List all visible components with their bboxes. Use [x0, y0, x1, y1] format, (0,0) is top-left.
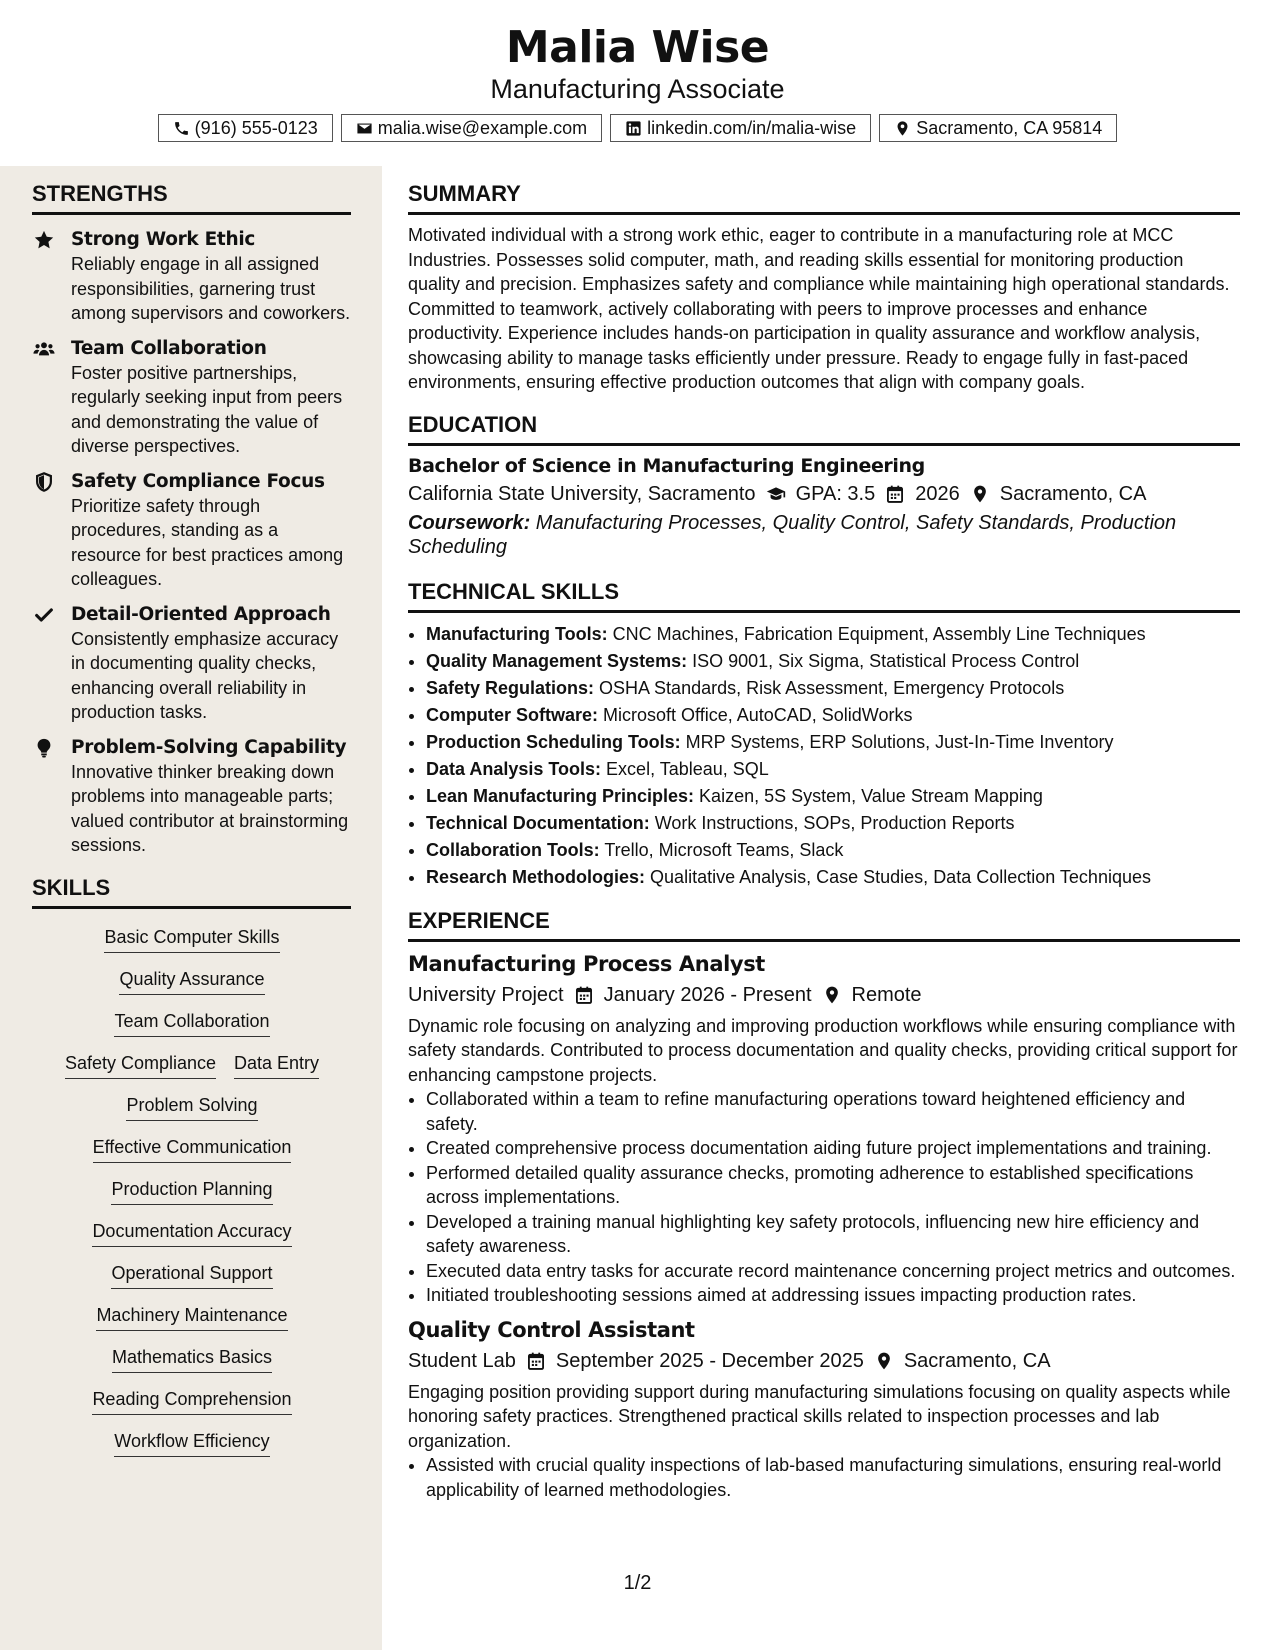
technical-skill-value: Microsoft Office, AutoCAD, SolidWorks [598, 704, 913, 725]
technical-skill-item [426, 756, 1240, 783]
job-title: Quality Control Assistant [408, 1317, 695, 1342]
technical-skill-label: Production Scheduling Tools: [426, 731, 681, 752]
gpa: GPA: 3.5 [795, 482, 876, 505]
job-bullet: • Collaborated within a team to refine manufacturing operations toward heightened efficiency and safety. [426, 1087, 1240, 1136]
job-bullet: • Developed a training manual highlighting key safety protocols, influencing new hire efficiency and safety awareness. [426, 1210, 1240, 1259]
lightbulb-icon [32, 737, 56, 759]
contact-location[interactable] [879, 114, 1117, 142]
job-org: University Project [408, 983, 564, 1006]
technical-skill-value: OSHA Standards, Risk Assessment, Emergency Protocols [594, 677, 1065, 698]
linkedin-text: linkedin.com/in/malia-wise [647, 117, 857, 138]
strength-desc: Innovative thinker breaking down problems into manageable parts; valued contributor at brainstorming sessions. [71, 761, 349, 855]
technical-skill-value: ISO 9001, Six Sigma, Statistical Process Control [687, 650, 1080, 671]
technical-skill-value: Qualitative Analysis, Case Studies, Data Collection Techniques [645, 866, 1151, 887]
skills-list [32, 917, 352, 1457]
technical-skill-item [426, 864, 1240, 891]
technical-skill-item [426, 621, 1240, 648]
shield-icon [32, 471, 56, 493]
map-pin-icon [822, 985, 842, 1005]
coursework [408, 511, 1240, 560]
job-bullets [408, 1087, 1240, 1308]
technical-skill-value: Work Instructions, SOPs, Production Reports [649, 812, 1015, 833]
check-icon [32, 604, 56, 626]
job-entry [408, 1316, 1240, 1503]
technical-skill-value: Kaizen, 5S System, Value Stream Mapping [694, 785, 1043, 806]
envelope-icon [356, 120, 373, 137]
strength-desc: Foster positive partnerships, regularly seeking input from peers and demonstrating the value of diverse perspectives. [71, 362, 343, 456]
job-bullet: • Initiated troubleshooting sessions aimed at addressing issues impacting production rates. [426, 1283, 1240, 1308]
technical-skill-item [426, 810, 1240, 837]
strength-title: Problem-Solving Capability [71, 736, 347, 758]
skill-tag: Effective Communication [93, 1135, 292, 1163]
skill-tag: Workflow Efficiency [114, 1429, 269, 1457]
users-icon [32, 338, 56, 360]
strength-item [32, 602, 352, 725]
contact-bar [0, 114, 1275, 142]
skill-tag: Mathematics Basics [112, 1345, 272, 1373]
jobs-list [408, 950, 1240, 1503]
skill-tag: Basic Computer Skills [104, 925, 279, 953]
job-org: Student Lab [408, 1349, 516, 1372]
technical-skill-label: Safety Regulations: [426, 677, 595, 698]
strength-title: Safety Compliance Focus [71, 470, 325, 492]
skills-row [32, 1387, 352, 1415]
job-description: Dynamic role focusing on analyzing and improving production workflows while ensuring compliance with safety standards. Contributed to process documentation and quality checks, providing critical support for enhancing campstone projects. [408, 1015, 1238, 1085]
strength-title: Strong Work Ethic [71, 229, 256, 250]
education-heading: EDUCATION [408, 397, 1240, 446]
job-bullet: • Created comprehensive process documentation aiding future project implementations and training. [426, 1136, 1240, 1161]
skills-row [32, 1135, 352, 1163]
resume-header [0, 0, 1275, 166]
job-title: Manufacturing Process Analyst [408, 951, 765, 976]
coursework-label: Coursework: [408, 511, 531, 534]
job-bullet: • Performed detailed quality assurance checks, promoting adherence to established specifications across implementations. [426, 1161, 1240, 1210]
summary-heading: SUMMARY [408, 166, 1240, 215]
contact-phone[interactable] [158, 114, 333, 142]
skills-row [32, 1177, 352, 1205]
map-pin-icon [874, 1351, 894, 1371]
phone-icon [173, 120, 190, 137]
graduation-cap-icon [766, 484, 786, 504]
candidate-name: Malia Wise [505, 22, 770, 73]
technical-skill-label: Computer Software: [426, 704, 599, 725]
phone-text: (916) 555-0123 [194, 117, 318, 138]
strength-item [32, 227, 352, 326]
candidate-title: Manufacturing Associate [490, 74, 785, 104]
strength-desc: Consistently emphasize accuracy in documenting quality checks, enhancing overall reliability in production tasks. [71, 628, 339, 722]
job-bullet: • Executed data entry tasks for accurate record maintenance concerning project metrics and outcomes. [426, 1259, 1240, 1284]
technical-skill-value: Trello, Microsoft Teams, Slack [599, 839, 844, 860]
skills-row [32, 1261, 352, 1289]
school-location: Sacramento, CA [999, 482, 1147, 505]
technical-skill-item [426, 675, 1240, 702]
technical-skill-value: Excel, Tableau, SQL [601, 758, 769, 779]
skills-row [32, 1009, 352, 1037]
job-bullets [408, 1453, 1240, 1502]
skill-tag: Reading Comprehension [92, 1387, 291, 1415]
skills-row [32, 1093, 352, 1121]
skill-tag: Operational Support [111, 1261, 272, 1289]
map-pin-icon [970, 484, 990, 504]
technical-skill-label: Collaboration Tools: [426, 839, 600, 860]
skills-row [32, 925, 352, 953]
skills-row [32, 967, 352, 995]
strengths-heading: STRENGTHS [32, 166, 351, 215]
technical-skill-value: MRP Systems, ERP Solutions, Just-In-Time Inventory [680, 731, 1114, 752]
skills-row [32, 1303, 352, 1331]
technical-skill-label: Research Methodologies: [426, 866, 646, 887]
experience-heading: EXPERIENCE [408, 893, 1240, 942]
skill-tag: Problem Solving [126, 1093, 257, 1121]
strength-title: Team Collaboration [71, 337, 267, 359]
strength-item [32, 735, 352, 858]
technical-heading: TECHNICAL SKILLS [408, 564, 1240, 613]
job-dates: September 2025 - December 2025 [555, 1349, 864, 1372]
skills-row [32, 1429, 352, 1457]
skill-tag: Machinery Maintenance [96, 1303, 287, 1331]
calendar-icon [885, 484, 905, 504]
technical-skill-item [426, 837, 1240, 864]
skills-row [32, 1051, 352, 1079]
skills-row [32, 1345, 352, 1373]
technical-skill-label: Manufacturing Tools: [426, 623, 608, 644]
coursework-text: Manufacturing Processes, Quality Control, Safety Standards, Production Scheduling [408, 511, 1177, 558]
sidebar [0, 166, 382, 1650]
job-bullet: • Assisted with crucial quality inspections of lab-based manufacturing simulations, ensuring real-world applicability of learned methodologies. [426, 1453, 1240, 1502]
job-location: Sacramento, CA [903, 1349, 1051, 1372]
skills-row [32, 1219, 352, 1247]
job-meta [408, 978, 1240, 1012]
graduation-year: 2026 [915, 482, 960, 505]
technical-skill-label: Quality Management Systems: [426, 650, 688, 671]
strength-desc: Reliably engage in all assigned responsibilities, garnering trust among supervisors and coworkers. [71, 254, 351, 323]
technical-skill-item [426, 702, 1240, 729]
page-number: 1/2 [623, 1572, 652, 1594]
contact-email[interactable] [341, 114, 602, 142]
school-name: California State University, Sacramento [408, 482, 756, 505]
degree-title: Bachelor of Science in Manufacturing Engineering [408, 454, 925, 477]
strength-item [32, 469, 352, 592]
email-text: malia.wise@example.com [377, 117, 588, 138]
technical-skill-item [426, 648, 1240, 675]
calendar-icon [526, 1351, 546, 1371]
technical-skill-item [426, 729, 1240, 756]
job-description: Engaging position providing support during manufacturing simulations focusing on quality aspects while honoring safety practices. Strengthened practical skills related to inspection processes and lab organization. [408, 1381, 1231, 1451]
strength-item [32, 336, 352, 459]
job-meta [408, 1344, 1240, 1378]
technical-skill-label: Technical Documentation: [426, 812, 650, 833]
skill-tag: Team Collaboration [114, 1009, 269, 1037]
technical-skill-label: Lean Manufacturing Principles: [426, 785, 695, 806]
job-entry [408, 950, 1240, 1308]
skills-heading: SKILLS [32, 868, 351, 909]
skill-tag: Data Entry [234, 1051, 319, 1079]
skill-tag: Quality Assurance [119, 967, 264, 995]
contact-linkedin[interactable] [610, 114, 871, 142]
job-location: Remote [851, 983, 922, 1006]
map-pin-icon [894, 120, 911, 137]
education-meta [408, 479, 1240, 509]
technical-skill-value: CNC Machines, Fabrication Equipment, Assembly Line Techniques [607, 623, 1146, 644]
calendar-icon [574, 985, 594, 1005]
technical-skill-label: Data Analysis Tools: [426, 758, 602, 779]
skill-tag: Production Planning [111, 1177, 272, 1205]
summary-text: Motivated individual with a strong work ethic, eager to contribute in a manufacturing role at MCC Industries. Possesses solid computer, math, and reading skills essential for monitoring production quality and precision. Emphasizes safety and compliance while maintaining high operational standards. Committed to teamwork, actively collaborating with peers to improve processes and enhance productivity. Experience includes hands-on participation in quality assurance and workflow analysis, showcasing ability to manage tasks efficiently under pressure. Ready to engage fully in fast-paced environments, ensuring effective production outcomes that align with company goals. [408, 225, 1230, 392]
technical-skill-item [426, 783, 1240, 810]
strength-title: Detail-Oriented Approach [71, 603, 331, 625]
skill-tag: Safety Compliance [65, 1051, 216, 1079]
location-text: Sacramento, CA 95814 [916, 117, 1103, 138]
main-content [408, 166, 1240, 1510]
job-dates: January 2026 - Present [603, 983, 812, 1006]
technical-list [408, 621, 1240, 891]
star-icon [32, 229, 56, 251]
strength-desc: Prioritize safety through procedures, standing as a resource for best practices among colleagues. [71, 495, 344, 589]
linkedin-icon [625, 120, 642, 137]
skill-tag: Documentation Accuracy [92, 1219, 291, 1247]
